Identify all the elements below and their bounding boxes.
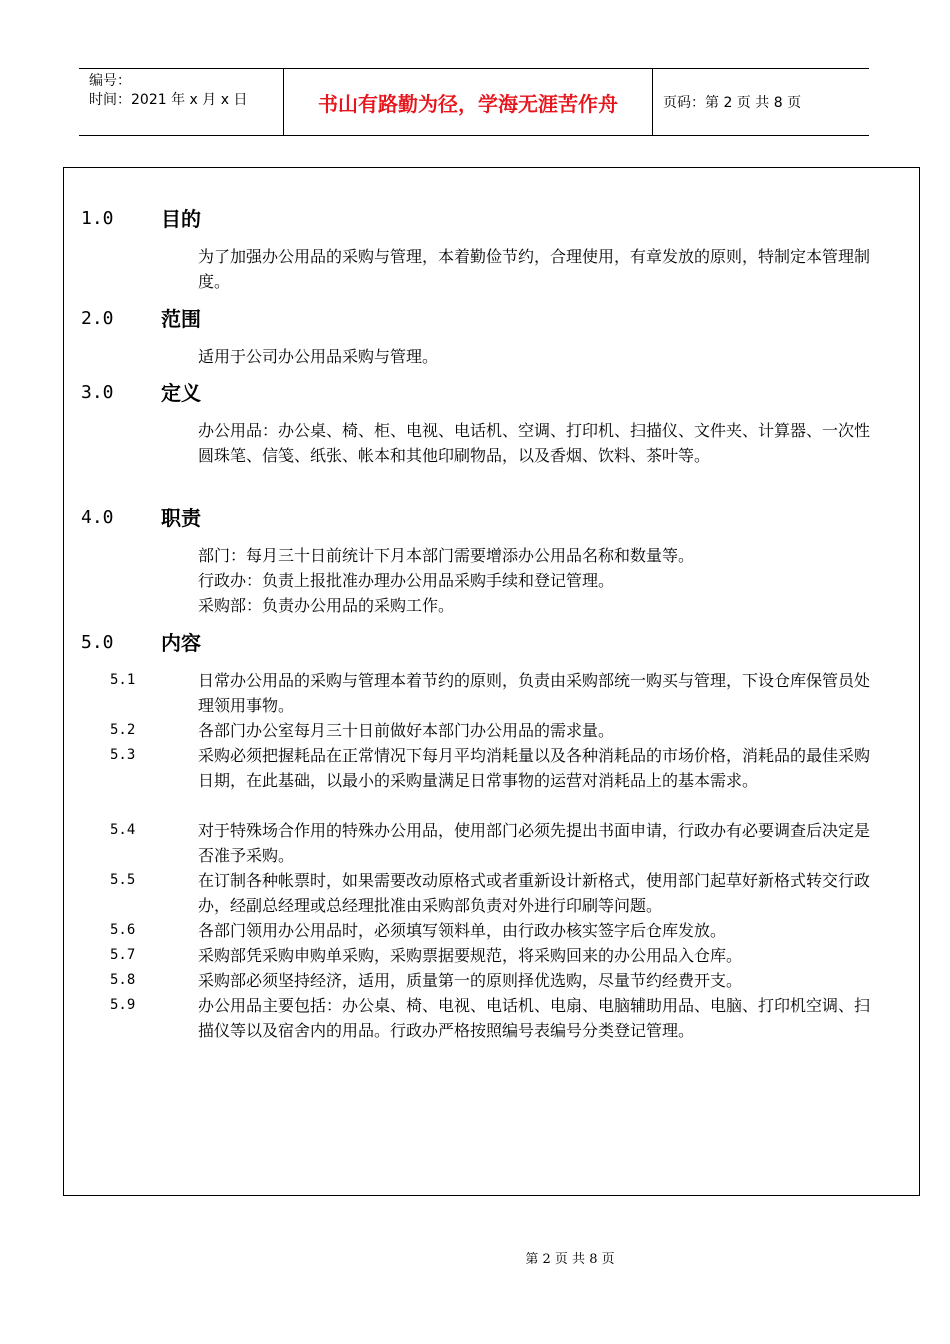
duties-list [198,543,878,618]
duty-item: 采购部：负责办公用品的采购工作。 [198,596,455,615]
item-number: 5.6 [110,922,136,938]
content-item [110,718,880,743]
section-heading-duties [81,504,201,532]
definition-paragraph: 办公用品：办公桌、椅、柜、电视、电话机、空调、打印机、扫描仪、文件夹、计算器、一次性圆珠笔、信笺、纸张、帐本和其他印刷物品，以及香烟、饮料、茶叶等。 [198,421,871,465]
item-number: 5.4 [110,822,136,838]
section-number: 3.0 [81,382,114,403]
item-text: 在订制各种帐票时，如果需要改动原格式或者重新设计新格式，使用部门起草好新格式转交行政办，经副总经理或总经理批准由采购部负责对外进行印刷等问题。 [198,871,871,915]
item-text: 采购必须把握耗品在正常情况下每月平均消耗量以及各种消耗品的市场价格，消耗品的最佳采购日期，在此基础，以最小的采购量满足日常事物的运营对消耗品上的基本需求。 [198,746,871,790]
doc-date-label: 时间：2021 年 x 月 x 日 [89,92,248,108]
item-number: 5.8 [110,972,136,988]
item-text: 对于特殊场合作用的特殊办公用品，使用部门必须先提出书面申请，行政办有必要调查后决定是否准予采购。 [198,821,871,865]
section-heading-definition [81,379,201,407]
item-number: 5.7 [110,947,136,963]
section-number: 4.0 [81,507,114,528]
section-title: 定义 [161,381,201,405]
item-number: 5.5 [110,872,136,888]
content-item [110,743,880,793]
header-page-number: 页码：第 2 页 共 8 页 [663,95,802,111]
item-number: 5.3 [110,747,136,763]
doc-number-label: 编号： [89,73,131,89]
item-text: 日常办公用品的采购与管理本着节约的原则，负责由采购部统一购买与管理，下设仓库保管员处理领用事物。 [198,671,871,715]
page-header [79,68,869,136]
content-item [110,918,880,943]
section-number: 1.0 [81,208,114,229]
content-item [110,668,880,718]
section-heading-scope [81,305,201,333]
item-number: 5.2 [110,722,136,738]
section-number: 5.0 [81,632,114,653]
item-text: 采购部必须坚持经济，适用，质量第一的原则择优选购，尽量节约经费开支。 [198,971,743,990]
item-text: 办公用品主要包括：办公桌、椅、电视、电话机、电扇、电脑辅助用品、电脑、打印机空调、扫描仪等以及宿舍内的用品。行政办严格按照编号表编号分类登记管理。 [198,996,871,1040]
duty-item: 部门：每月三十日前统计下月本部门需要增添办公用品名称和数量等。 [198,546,695,565]
content-item [110,968,880,993]
section-number: 2.0 [81,308,114,329]
section-heading-purpose [81,205,201,233]
scope-paragraph: 适用于公司办公用品采购与管理。 [198,347,439,366]
footer-page-number: 第 2 页 共 8 页 [525,1252,615,1267]
item-text: 各部门领用办公用品时，必须填写领料单，由行政办核实签字后仓库发放。 [198,921,727,940]
purpose-paragraph: 为了加强办公用品的采购与管理，本着勤俭节约，合理使用，有章发放的原则，特制定本管理制度。 [198,247,871,291]
section-heading-content [81,629,201,657]
content-item [110,818,880,868]
content-item [110,868,880,918]
item-number: 5.9 [110,997,136,1013]
duty-item: 行政办：负责上报批准办理办公用品采购手续和登记管理。 [198,571,615,590]
section-title: 职责 [161,506,201,530]
content-item [110,943,880,968]
header-info [79,69,283,135]
page-footer [0,1248,950,1267]
item-text: 各部门办公室每月三十日前做好本部门办公用品的需求量。 [198,721,615,740]
section-title: 目的 [161,207,201,231]
section-title: 范围 [161,307,201,331]
section-title: 内容 [161,631,201,655]
header-motto: 书山有路勤为径，学海无涯苦作舟 [283,69,653,135]
content-item [110,993,880,1043]
item-number: 5.1 [110,672,136,688]
item-text: 采购部凭采购申购单采购，采购票据要规范，将采购回来的办公用品入仓库。 [198,946,743,965]
